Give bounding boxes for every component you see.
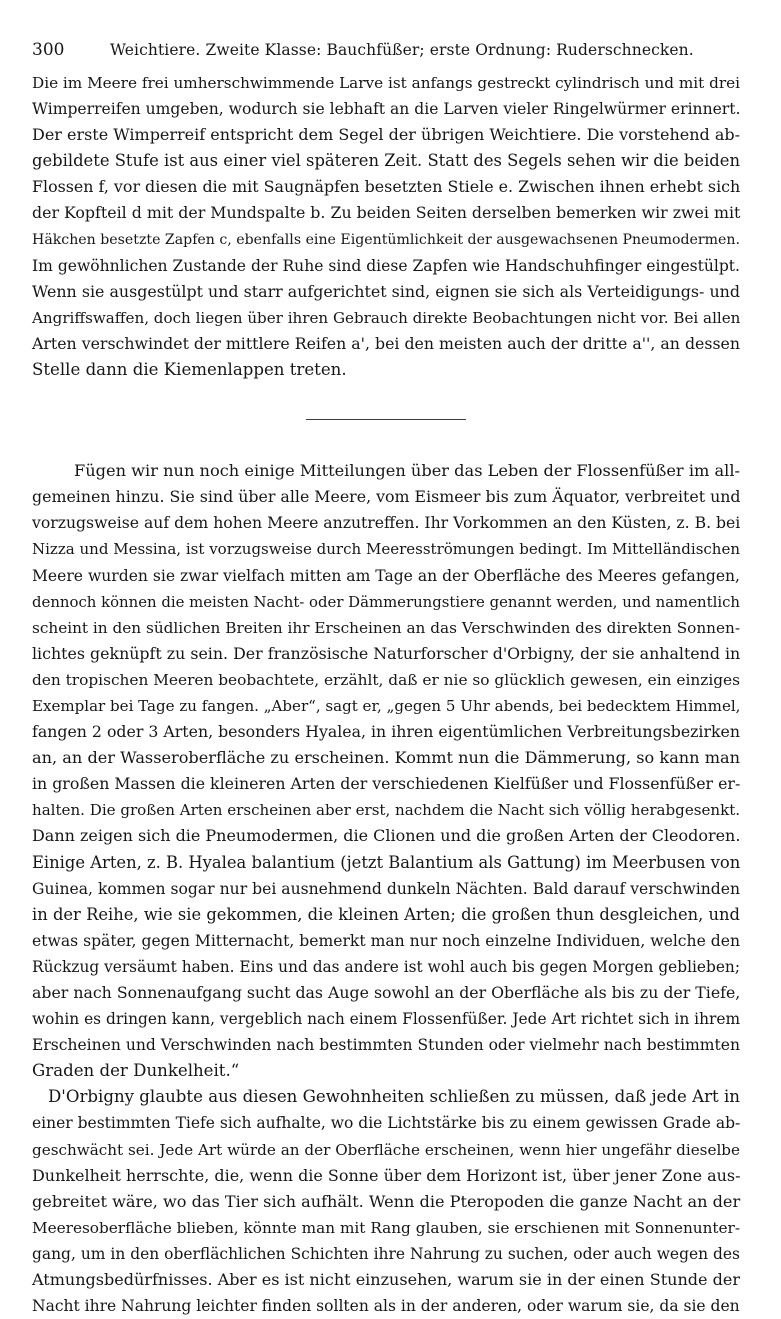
text-line: geschwächt sei. Jede Art würde an der Oberfläche erscheinen, wenn hier ungefähr dieselbe — [32, 1140, 740, 1159]
text-line: Atmungsbedürfnisses. Aber es ist nicht einzusehen, warum sie in der einen Stunde der — [32, 1270, 740, 1290]
text-line: aber nach Sonnenaufgang sucht das Auge sowohl an der Oberfläche als bis zu der Tiefe, — [32, 983, 741, 1002]
text-line: fangen 2 oder 3 Arten, besonders Hyalea, in ihren eigentümlichen Verbreitungsbezirken — [32, 722, 741, 742]
text-line: Stelle dann die Kiemenlappen treten. — [32, 360, 347, 380]
text-line: Im gewöhnlichen Zustande der Ruhe sind diese Zapfen wie Handschuhfinger eingestülpt. — [32, 256, 740, 275]
text-line: Dann zeigen sich die Pneumodermen, die Clionen und die großen Arten der Cleodoren. — [32, 826, 741, 846]
text-line: Wenn sie ausgestülpt und starr aufgerichtet sind, eignen sie sich als Verteidigungs- und — [32, 281, 740, 301]
text-line: einer bestimmten Tiefe sich aufhalte, wo die Lichtstärke bis zu einem gewissen Grade ab- — [32, 1114, 741, 1133]
text-line: Nizza und Messina, ist vorzugsweise durch Meeresströmungen bedingt. Im Mittelländischen — [32, 540, 740, 559]
text-line: Nacht ihre Nahrung leichter finden sollten als in der anderen, oder warum sie, da sie den — [32, 1297, 740, 1316]
text-line: den tropischen Meeren beobachtete, erzählt, daß er nie so glücklich gewesen, ein einziges — [32, 670, 740, 689]
text-line: Flossen f, vor diesen die mit Saugnäpfen besetzten Stiele e. Zwischen ihnen erhebt sich — [32, 177, 741, 197]
page-header — [32, 40, 740, 70]
text-line: Angriffswaffen, doch liegen über ihren Gebrauch direkte Beobachtungen nicht vor. Bei allen — [32, 308, 741, 327]
text-line: Fügen wir nun noch einige Mitteilungen über das Leben der Flossenfüßer im all- — [74, 461, 740, 481]
text-line: Häkchen besetzte Zapfen c, ebenfalls eine Eigentümlichkeit der ausgewachsenen Pneumodermen. — [32, 231, 740, 248]
text-line: dennoch können die meisten Nacht- oder Dämmerungstiere genannt werden, und namentlich — [32, 592, 740, 611]
section-divider — [306, 419, 466, 420]
text-line: Die im Meere frei umherschwimmende Larve ist anfangs gestreckt cylindrisch und mit drei — [32, 74, 740, 92]
text-line: Meeresoberfläche blieben, könnte man mit Rang glauben, sie erschienen mit Sonnenunter- — [32, 1218, 740, 1237]
text-line: der Kopfteil d mit der Mundspalte b. Zu beiden Seiten derselben bemerken wir zwei mit — [32, 203, 741, 223]
book-page — [32, 40, 740, 1319]
text-line: Arten verschwindet der mittlere Reifen a', bei den meisten auch der dritte a'', an dessen — [32, 333, 740, 353]
text-line: Graden der Dunkelheit.“ — [32, 1061, 240, 1081]
text-line: scheint in den südlichen Breiten ihr Erscheinen an das Verschwinden des direkten Sonnen- — [32, 618, 740, 637]
text-line: lichtes geknüpft zu sein. Der französische Naturforscher d'Orbigny, der sie anhaltend in — [32, 643, 741, 663]
text-line: etwas später, gegen Mitternacht, bemerkt man nur noch einzelne Individuen, welche den — [32, 931, 740, 950]
text-line: gang, um in den oberflächlichen Schichten ihre Nahrung zu suchen, oder auch wegen des — [32, 1244, 740, 1263]
text-line: Einige Arten, z. B. Hyalea balantium (jetzt Balantium als Gattung) im Meerbusen von — [32, 852, 741, 872]
text-line: Exemplar bei Tage zu fangen. „Aber“, sagt er, „gegen 5 Uhr abends, bei bedecktem Himmel, — [32, 696, 741, 715]
text-line: Der erste Wimperreif entspricht dem Segel der übrigen Weichtiere. Die vorstehend ab- — [32, 125, 740, 145]
text-line: Rückzug versäumt haben. Eins und das andere ist wohl auch bis gegen Morgen geblieben; — [32, 957, 740, 976]
text-line: Dunkelheit herrschte, die, wenn die Sonne über dem Horizont ist, über jener Zone aus- — [32, 1165, 741, 1185]
page-number: 300 — [32, 40, 65, 60]
text-line: vorzugsweise auf dem hohen Meere anzutreffen. Ihr Vorkommen an den Küsten, z. B. bei — [32, 513, 741, 533]
running-head: Weichtiere. Zweite Klasse: Bauchfüßer; erste Ordnung: Ruderschnecken. — [110, 41, 694, 59]
text-line: in großen Massen die kleineren Arten der verschiedenen Kielfüßer und Flossenfüßer er- — [32, 774, 741, 794]
text-line: in der Reihe, wie sie gekommen, die kleinen Arten; die großen thun desgleichen, und — [32, 904, 740, 924]
text-line: Meere wurden sie zwar vielfach mitten am Tage an der Oberfläche des Meeres gefangen, — [32, 566, 740, 585]
text-line: D'Orbigny glaubte aus diesen Gewohnheiten schließen zu müssen, daß jede Art in — [48, 1087, 740, 1107]
text-line: Guinea, kommen sogar nur bei ausnehmend dunkeln Nächten. Bald darauf verschwinden — [32, 879, 740, 898]
text-line: gemeinen hinzu. Sie sind über alle Meere, vom Eismeer bis zum Äquator, verbreitet und — [32, 487, 741, 507]
text-line: Wimperreifen umgeben, wodurch sie lebhaft an die Larven vieler Ringelwürmer erinnert. — [32, 100, 741, 119]
text-line: gebreitet wäre, wo das Tier sich aufhält. Wenn die Pteropoden die ganze Nacht an der — [32, 1191, 741, 1211]
paragraph-orbigny-theory — [32, 1084, 740, 1319]
text-line: an, an der Wasseroberfläche zu erscheinen. Kommt nun die Dämmerung, so kann man — [32, 748, 740, 768]
paragraph-larva-description — [32, 70, 740, 383]
text-line: Erscheinen und Verschwinden nach bestimmten Stunden oder vielmehr nach bestimmten — [32, 1036, 740, 1055]
text-line: halten. Die großen Arten erscheinen aber erst, nachdem die Nacht sich völlig herabgesenkt. — [32, 801, 741, 820]
text-line: wohin es dringen kann, vergeblich nach einem Flossenfüßer. Jede Art richtet sich in ihrem — [32, 1010, 741, 1029]
paragraph-pteropod-life — [32, 458, 740, 1084]
text-line: gebildete Stufe ist aus einer viel späteren Zeit. Statt des Segels sehen wir die beiden — [32, 151, 740, 171]
